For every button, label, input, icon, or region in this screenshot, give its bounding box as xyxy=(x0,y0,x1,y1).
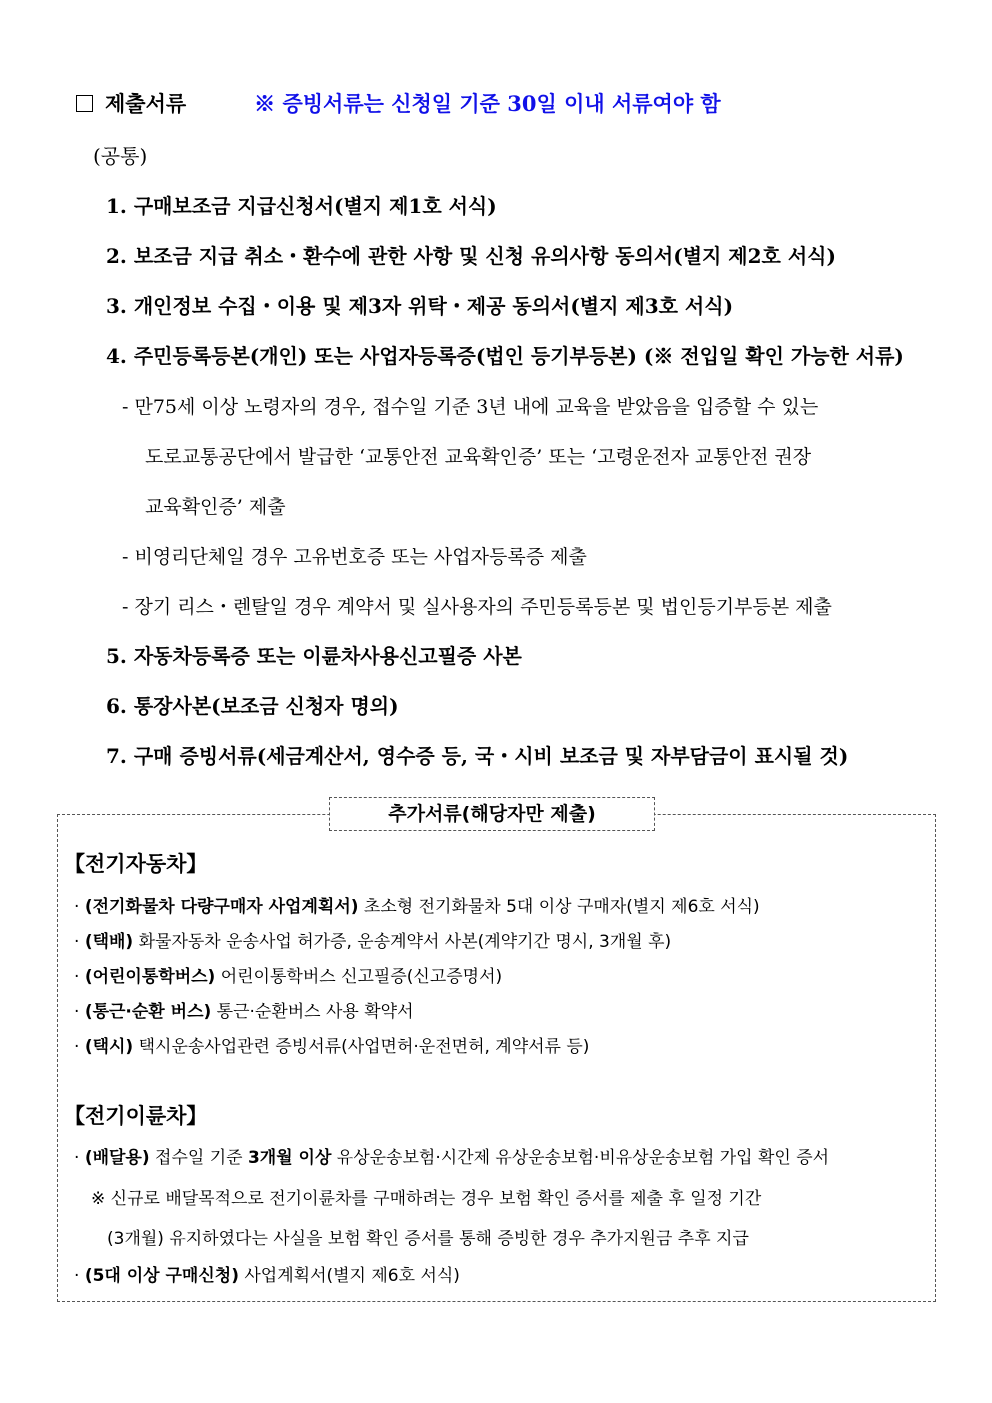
moto-bullet-bulk: · (5대 이상 구매신청) 사업계획서(별지 제6호 서식) xyxy=(74,1266,460,1286)
moto-note-line1: ※ 신규로 배달목적으로 전기이륜차를 구매하려는 경우 보험 확인 증서를 제출 후 일정 기간 xyxy=(91,1189,762,1209)
moto-note-line2: (3개월) 유지하였다는 사실을 보험 확인 증서를 통해 증빙한 경우 추가지원금 추후 지급 xyxy=(107,1229,749,1249)
section-title: 제출서류 xyxy=(105,91,187,116)
item4-nonprofit: - 비영리단체일 경우 고유번호증 또는 사업자등록증 제출 xyxy=(122,546,587,568)
item-2: 2. 보조금 지급 취소・환수에 관한 사항 및 신청 유의사항 동의서(별지 제2호 서식) xyxy=(106,244,836,268)
moto-section-heading: 【전기이륜차】 xyxy=(64,1104,208,1128)
item-5: 5. 자동차등록증 또는 이륜차사용신고필증 사본 xyxy=(106,644,522,668)
item-7: 7. 구매 증빙서류(세금계산서, 영수증 등, 국・시비 보조금 및 자부담금이 표시될 것) xyxy=(106,744,849,768)
item4-elderly-line3: 교육확인증’ 제출 xyxy=(145,496,286,518)
common-label: (공통) xyxy=(93,144,148,168)
item4-elderly-line1: - 만75세 이상 노령자의 경우, 접수일 기준 3년 내에 교육을 받았음을 입증할 수 있는 xyxy=(122,396,819,418)
ev-bullet-5: · (택시) 택시운송사업관련 증빙서류(사업면허·운전면허, 계약서류 등) xyxy=(74,1037,590,1057)
extra-documents-label: 추가서류(해당자만 제출) xyxy=(329,797,655,831)
item4-lease: - 장기 리스・렌탈일 경우 계약서 및 실사용자의 주민등록등본 및 법인등기부등본 제출 xyxy=(122,596,832,618)
item-4: 4. 주민등록등본(개인) 또는 사업자등록증(법인 등기부등본) (※ 전입일 확인 가능한 서류) xyxy=(106,344,904,368)
ev-bullet-3: · (어린이통학버스) 어린이통학버스 신고필증(신고증명서) xyxy=(74,967,503,987)
item-1: 1. 구매보조금 지급신청서(별지 제1호 서식) xyxy=(106,194,497,218)
item4-elderly-line2: 도로교통공단에서 발급한 ‘교통안전 교육확인증’ 또는 ‘고령운전자 교통안전 권장 xyxy=(145,446,812,468)
section-header xyxy=(76,88,721,118)
item-6: 6. 통장사본(보조금 신청자 명의) xyxy=(106,694,399,718)
ev-bullet-4: · (통근·순환 버스) 통근·순환버스 사용 확약서 xyxy=(74,1002,414,1022)
ev-bullet-1: · (전기화물차 다량구매자 사업계획서) 초소형 전기화물차 5대 이상 구매자(별지 제6호 서식) xyxy=(74,897,760,917)
evidence-note: ※ 증빙서류는 신청일 기준 30일 이내 서류여야 함 xyxy=(254,91,721,116)
item-3: 3. 개인정보 수집・이용 및 제3자 위탁・제공 동의서(별지 제3호 서식) xyxy=(106,294,734,318)
moto-bullet-delivery: · (배달용) 접수일 기준 3개월 이상 유상운송보험·시간제 유상운송보험·비유상운송보험 가입 확인 증서 xyxy=(74,1148,830,1168)
ev-section-heading: 【전기자동차】 xyxy=(64,852,208,876)
checkbox-icon xyxy=(76,95,93,112)
ev-bullet-2: · (택배) 화물자동차 운송사업 허가증, 운송계약서 사본(계약기간 명시, 3개월 후) xyxy=(74,932,672,952)
